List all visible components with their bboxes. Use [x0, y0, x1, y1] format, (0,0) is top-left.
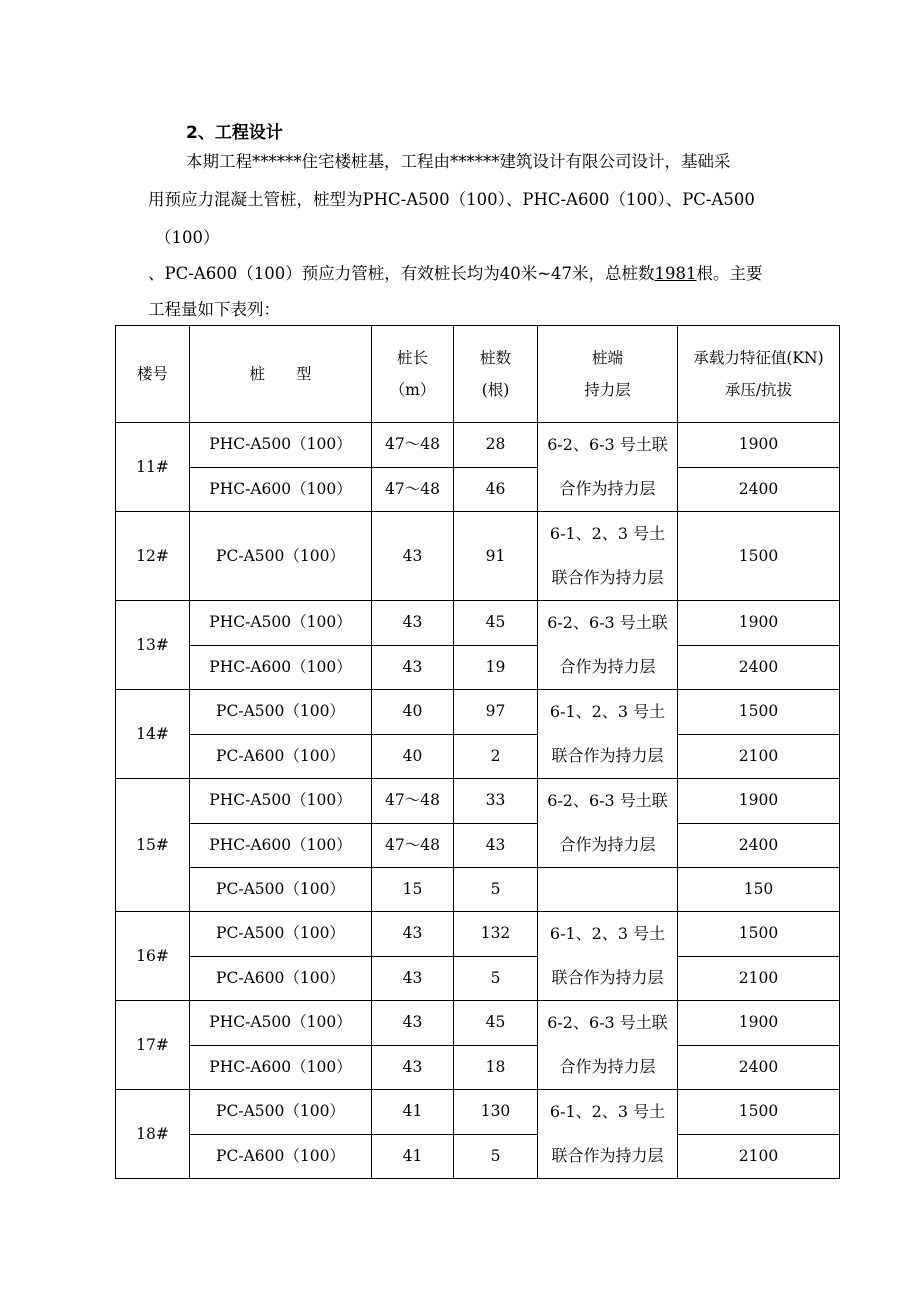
pile-length: 47～48 — [372, 423, 454, 468]
table-row — [116, 823, 840, 868]
capacity: 1500 — [678, 512, 840, 601]
pile-length: 43 — [372, 601, 454, 646]
pile-count: 5 — [454, 956, 538, 1001]
pile-type: PHC-A500（100） — [190, 779, 372, 824]
bearing-layer-l2: 联合作为持力层 — [551, 968, 664, 987]
building-no: 17# — [116, 1001, 190, 1090]
capacity: 1500 — [678, 912, 840, 957]
paragraph-line-4 — [148, 264, 763, 284]
table-row — [116, 1001, 840, 1046]
pile-quantity-table — [115, 325, 840, 1179]
bearing-layer-l2: 合作为持力层 — [559, 479, 656, 498]
pile-type: PHC-A600（100） — [190, 645, 372, 690]
bearing-layer — [538, 1001, 678, 1090]
header-pile-type: 桩 型 — [190, 326, 372, 423]
pile-type: PHC-A500（100） — [190, 1001, 372, 1046]
capacity: 1900 — [678, 601, 840, 646]
pile-length: 41 — [372, 1090, 454, 1135]
header-length — [372, 326, 454, 423]
pile-type: PC-A500（100） — [190, 690, 372, 735]
pile-length: 47～48 — [372, 779, 454, 824]
table-header-row — [116, 326, 840, 423]
pile-type: PHC-A600（100） — [190, 1045, 372, 1090]
building-no: 18# — [116, 1090, 190, 1179]
bearing-layer-l1: 6-2、6-3 号土联 — [547, 613, 668, 632]
paragraph-line-1: 本期工程******住宅楼桩基，工程由******建筑设计有限公司设计，基础采 — [186, 152, 731, 171]
bearing-layer-l1: 6-1、2、3 号土 — [549, 924, 666, 943]
bearing-layer — [538, 690, 678, 779]
pile-count: 5 — [454, 868, 538, 912]
header-length-l2: （m） — [389, 381, 436, 399]
capacity: 2400 — [678, 645, 840, 690]
table-row — [116, 690, 840, 735]
pile-length: 43 — [372, 956, 454, 1001]
pile-type: PC-A600（100） — [190, 956, 372, 1001]
bearing-layer-l1: 6-1、2、3 号土 — [549, 702, 666, 721]
pile-type: PC-A500（100） — [190, 1090, 372, 1135]
bearing-layer-l2: 合作为持力层 — [559, 657, 656, 676]
pile-type: PC-A600（100） — [190, 1134, 372, 1179]
pile-length: 43 — [372, 1001, 454, 1046]
capacity: 1900 — [678, 779, 840, 824]
bearing-layer-l2: 联合作为持力层 — [551, 1146, 664, 1165]
header-capacity — [678, 326, 840, 423]
pile-type: PHC-A600（100） — [190, 467, 372, 512]
table-row — [116, 734, 840, 779]
building-no: 12# — [116, 512, 190, 601]
header-count — [454, 326, 538, 423]
pile-length: 41 — [372, 1134, 454, 1179]
bearing-layer-l2: 联合作为持力层 — [551, 746, 664, 765]
bearing-layer-l2: 联合作为持力层 — [551, 568, 664, 587]
capacity: 1900 — [678, 423, 840, 468]
pile-count: 19 — [454, 645, 538, 690]
bearing-layer-l2: 合作为持力层 — [559, 1057, 656, 1076]
pile-length: 40 — [372, 734, 454, 779]
table-row — [116, 645, 840, 690]
paragraph-line-4-pre: 、PC-A600（100）预应力管桩，有效桩长均为40米~47米，总桩数 — [148, 264, 655, 283]
header-building: 楼号 — [116, 326, 190, 423]
pile-count: 45 — [454, 1001, 538, 1046]
table-row — [116, 1045, 840, 1090]
bearing-layer-l1: 6-1、2、3 号土 — [549, 1102, 666, 1121]
bearing-layer-l1: 6-1、2、3 号土 — [549, 524, 666, 543]
capacity: 2400 — [678, 1045, 840, 1090]
capacity: 1500 — [678, 1090, 840, 1135]
pile-length: 43 — [372, 912, 454, 957]
paragraph-line-4-post: 根。主要 — [696, 264, 763, 283]
pile-type: PHC-A600（100） — [190, 823, 372, 868]
pile-count: 45 — [454, 601, 538, 646]
building-no: 11# — [116, 423, 190, 512]
capacity: 2100 — [678, 1134, 840, 1179]
paragraph-line-5: 工程量如下表列： — [148, 300, 280, 319]
pile-type: PC-A500（100） — [190, 512, 372, 601]
pile-count: 2 — [454, 734, 538, 779]
table-row — [116, 601, 840, 646]
table-row — [116, 1134, 840, 1179]
pile-count: 132 — [454, 912, 538, 957]
pile-length: 43 — [372, 1045, 454, 1090]
header-capacity-l1: 承载力特征值(KN) — [693, 349, 824, 367]
pile-count: 91 — [454, 512, 538, 601]
table-row — [116, 423, 840, 468]
capacity: 2400 — [678, 823, 840, 868]
pile-type: PHC-A500（100） — [190, 423, 372, 468]
pile-type: PHC-A500（100） — [190, 601, 372, 646]
table-row — [116, 512, 840, 601]
header-layer-l1: 桩端 — [591, 349, 623, 367]
table-row — [116, 779, 840, 824]
bearing-layer — [538, 512, 678, 601]
pile-count: 46 — [454, 467, 538, 512]
capacity: 1500 — [678, 690, 840, 735]
pile-length: 47～48 — [372, 467, 454, 512]
building-no: 15# — [116, 779, 190, 912]
header-layer — [538, 326, 678, 423]
header-layer-l2: 持力层 — [584, 381, 631, 399]
pile-count: 43 — [454, 823, 538, 868]
bearing-layer — [538, 912, 678, 1001]
table-row — [116, 1090, 840, 1135]
bearing-layer-empty — [538, 868, 678, 912]
header-capacity-l2: 承压/抗拔 — [724, 381, 793, 399]
header-length-l1: 桩长 — [396, 349, 428, 367]
building-no: 14# — [116, 690, 190, 779]
building-no: 16# — [116, 912, 190, 1001]
section-heading: 2、工程设计 — [186, 123, 283, 143]
table-row — [116, 868, 840, 912]
pile-length: 47～48 — [372, 823, 454, 868]
paragraph-line-2: 用预应力混凝土管桩，桩型为PHC-A500（100）、PHC-A600（100）、PC-A500 — [148, 190, 755, 209]
building-no: 13# — [116, 601, 190, 690]
pile-count: 28 — [454, 423, 538, 468]
pile-count: 5 — [454, 1134, 538, 1179]
capacity: 2100 — [678, 734, 840, 779]
pile-count: 18 — [454, 1045, 538, 1090]
bearing-layer-l1: 6-2、6-3 号土联 — [547, 435, 668, 454]
pile-count: 97 — [454, 690, 538, 735]
pile-type: PC-A600（100） — [190, 734, 372, 779]
header-count-l1: 桩数 — [479, 349, 511, 367]
pile-type: PC-A500（100） — [190, 912, 372, 957]
bearing-layer-l1: 6-2、6-3 号土联 — [547, 791, 668, 810]
pile-length: 40 — [372, 690, 454, 735]
pile-count: 33 — [454, 779, 538, 824]
pile-length: 15 — [372, 868, 454, 912]
bearing-layer — [538, 779, 678, 868]
paragraph-line-3: （100） — [155, 228, 220, 247]
bearing-layer — [538, 1090, 678, 1179]
table-row — [116, 912, 840, 957]
pile-length: 43 — [372, 645, 454, 690]
table-row — [116, 956, 840, 1001]
capacity: 1900 — [678, 1001, 840, 1046]
bearing-layer-l1: 6-2、6-3 号土联 — [547, 1013, 668, 1032]
capacity: 2400 — [678, 467, 840, 512]
capacity: 150 — [678, 868, 840, 912]
bearing-layer — [538, 601, 678, 690]
pile-length: 43 — [372, 512, 454, 601]
table-row — [116, 467, 840, 512]
pile-type: PC-A500（100） — [190, 868, 372, 912]
capacity: 2100 — [678, 956, 840, 1001]
header-count-l2: (根) — [481, 381, 510, 399]
bearing-layer-l2: 合作为持力层 — [559, 835, 656, 854]
pile-count: 130 — [454, 1090, 538, 1135]
bearing-layer — [538, 423, 678, 512]
total-pile-count: 1981 — [654, 264, 697, 283]
